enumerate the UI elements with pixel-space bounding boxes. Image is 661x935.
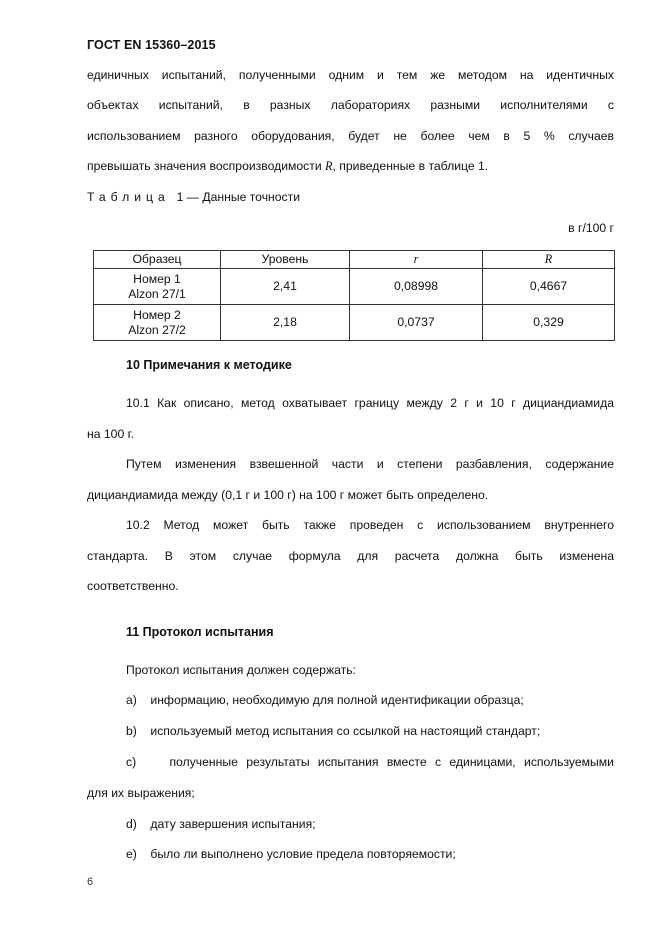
- sample-number: Номер 2: [133, 307, 181, 322]
- section-11-heading: 11 Протокол испытания: [126, 625, 274, 639]
- table-caption: [87, 190, 300, 205]
- column-header-R: R: [483, 251, 615, 269]
- table-unit: в г/100 г: [568, 221, 614, 235]
- level-cell: 2,41: [221, 269, 350, 305]
- list-item-d: d) дату завершения испытания;: [126, 817, 316, 831]
- list-item-b: b) используемый метод испытания со ссылкой на настоящий стандарт;: [126, 724, 541, 738]
- table-caption-title: — Данные точности: [186, 190, 301, 204]
- sample-number: Номер 1: [133, 271, 181, 286]
- section-10-p2-line-1: Путем изменения взвешенной части и степени разбавления, содержание: [126, 457, 614, 471]
- section-10-p3-line-3: соответственно.: [87, 579, 179, 593]
- document-header: ГОСТ EN 15360–2015: [87, 38, 216, 52]
- table-row: [94, 269, 615, 305]
- list-item-e: e) было ли выполнено условие предела повторяемости;: [126, 847, 456, 861]
- table-caption-label: Таблица: [87, 190, 170, 204]
- intro-line-4: [87, 159, 488, 174]
- section-11-intro: Протокол испытания должен содержать:: [126, 663, 356, 677]
- column-header-sample: Образец: [94, 251, 221, 269]
- page-number: 6: [87, 876, 94, 888]
- section-10-heading: 10 Примечания к методике: [126, 358, 292, 372]
- intro-line-1: единичных испытаний, полученными одним и тем же методом на идентичных: [87, 68, 614, 82]
- level-cell: 2,18: [221, 305, 350, 341]
- intro-line-3: использованием разного оборудования, будет не более чем в 5 % случаев: [87, 129, 614, 143]
- R-cell: 0,329: [483, 305, 615, 341]
- list-item-a: a) информацию, необходимую для полной идентификации образца;: [126, 693, 524, 707]
- sample-cell: [94, 269, 221, 305]
- intro-line-4-text: превышать значения воспроизводимости: [87, 159, 322, 173]
- table-caption-number: 1: [176, 190, 184, 204]
- intro-line-2: объектах испытаний, в разных лабораториях разными исполнителями с: [87, 98, 614, 112]
- intro-line-4-tail: , приведенные в таблице 1.: [332, 159, 489, 173]
- reproducibility-symbol: R: [325, 159, 333, 173]
- list-item-c-line-1: c) полученные результаты испытания вместе с единицами, используемыми: [126, 755, 614, 769]
- section-10-p1-line-2: на 100 г.: [87, 427, 134, 441]
- sample-name: Alzon 27/1: [128, 286, 186, 301]
- section-10-p2-line-2: дициандиамида между (0,1 г и 100 г) на 100 г может быть определено.: [87, 488, 489, 502]
- column-header-level: Уровень: [221, 251, 350, 269]
- column-header-r: r: [350, 251, 483, 269]
- table-row: [94, 305, 615, 341]
- r-cell: 0,0737: [350, 305, 483, 341]
- section-10-p3-line-1: 10.2 Метод может быть также проведен с использованием внутреннего: [126, 518, 614, 532]
- section-10-p1-line-1: 10.1 Как описано, метод охватывает границу между 2 г и 10 г дициандиамида: [126, 396, 614, 410]
- r-cell: 0,08998: [350, 269, 483, 305]
- R-cell: 0,4667: [483, 269, 615, 305]
- sample-cell: [94, 305, 221, 341]
- sample-name: Alzon 27/2: [128, 322, 186, 337]
- table-header-row: [94, 251, 615, 269]
- precision-table: [93, 250, 615, 341]
- section-10-p3-line-2: стандарта. В этом случае формула для расчета должна быть изменена: [87, 549, 614, 563]
- list-item-c-line-2: для их выражения;: [87, 786, 195, 800]
